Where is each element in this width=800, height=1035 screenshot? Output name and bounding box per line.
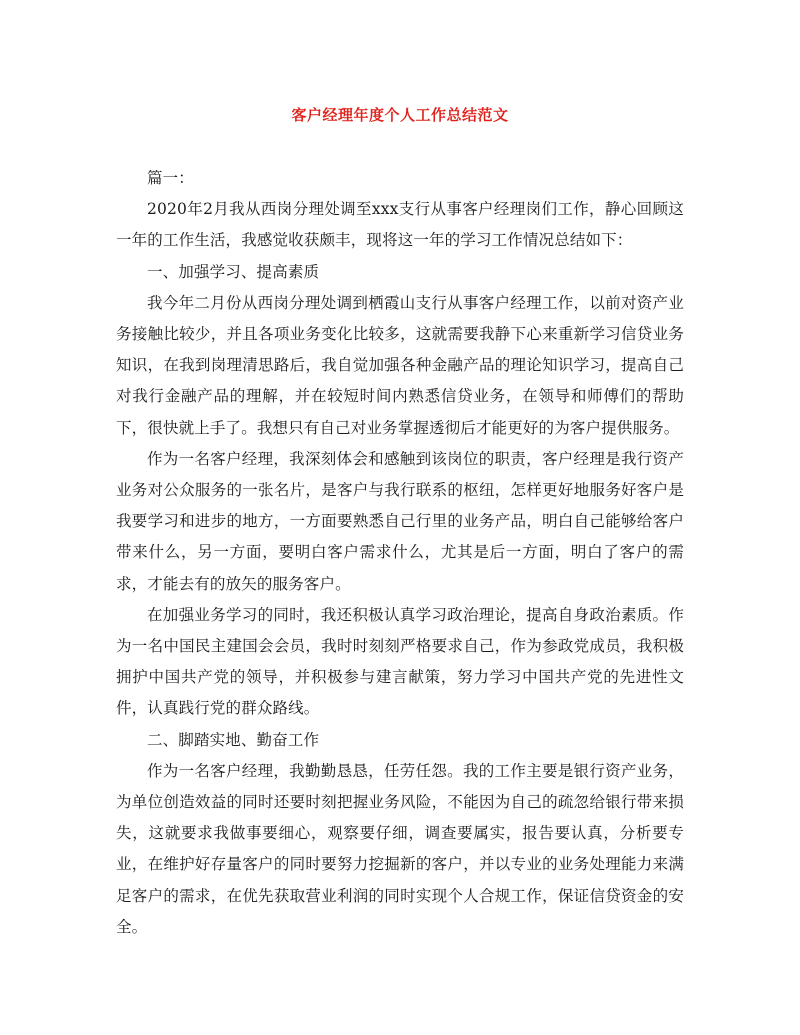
document-body bbox=[116, 163, 684, 943]
intro-paragraph: 2020年2月我从西岗分理处调至xxx支行从事客户经理岗们工作，静心回顾这一年的工作生活，我感觉收获颇丰，现将这一年的学习工作情况总结如下： bbox=[116, 200, 684, 250]
section-heading-2: 二、脚踏实地、勤奋工作 bbox=[147, 730, 320, 749]
document-title: 客户经理年度个人工作总结范文 bbox=[291, 106, 509, 124]
body-paragraph: 我今年二月份从西岗分理处调到栖霞山支行从事客户经理工作，以前对资产业务接触比较少，并且各项业务变化比较多，这就需要我静下心来重新学习信贷业务知识，在我到岗理清思路后，我自觉加强各种金融产品的理论知识学习，提高自己对我行金融产品的理解，并在较短时间内熟悉信贷业务，在领导和师傅们的帮助下，很快就上手了。我想只有自己对业务掌握透彻后才能更好的为客户提供服务。 bbox=[116, 293, 684, 437]
body-paragraph: 作为一名客户经理，我勤勤恳恳，任劳任怨。我的工作主要是银行资产业务，为单位创造效益的同时还要时刻把握业务风险，不能因为自己的疏忽给银行带来损失，这就要求我做事要细心，观察要仔细，调查要属实，报告要认真，分析要专业，在维护好存量客户的同时要努力挖掘新的客户，并以专业的业务处理能力来满足客户的需求，在优先获取营业利润的同时实现个人合规工作，保证信贷资金的安全。 bbox=[116, 761, 684, 936]
body-paragraph: 作为一名客户经理，我深刻体会和感触到该岗位的职责，客户经理是我行资产业务对公众服务的一张名片，是客户与我行联系的枢纽，怎样更好地服务好客户是我要学习和进步的地方，一方面要熟悉自己行里的业务产品，明白自己能够给客户带来什么，另一方面，要明白客户需求什么，尤其是后一方面，明白了客户的需求，才能去有的放矢的服务客户。 bbox=[116, 449, 684, 593]
section-heading-1: 一、加强学习、提高素质 bbox=[147, 262, 320, 281]
body-paragraph: 在加强业务学习的同时，我还积极认真学习政治理论，提高自身政治素质。作为一名中国民主建国会会员，我时时刻刻严格要求自己，作为参政党成员，我积极拥护中国共产党的领导，并积极参与建言献策，努力学习中国共产党的先进性文件，认真践行党的群众路线。 bbox=[116, 605, 684, 718]
section-label: 篇一： bbox=[147, 169, 194, 187]
